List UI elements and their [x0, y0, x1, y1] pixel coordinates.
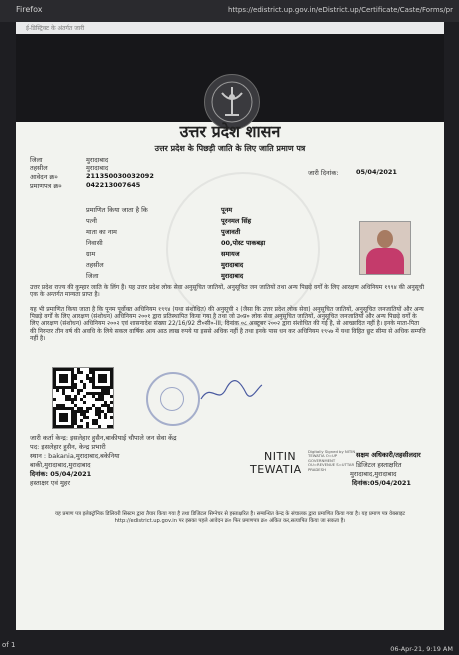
issuing-date: दिनांक: 05/04/2021 — [30, 470, 92, 478]
qr-code — [52, 367, 114, 429]
handwritten-signature — [196, 377, 266, 407]
certification-paragraph-2: यह भी प्रमाणित किया जाता है कि पूनम पूर्वोक्त अधिनियम १९९४ (यथा संशोधित) की अनुसूची २ (जैसा कि उत्तर प्रदेश लोक सेवा) अनुसूचित जातियों, अनुसूचित जनजातियों और अन्य पिछड़े वर्गों के लिए आरक्षण (संशोधन) अधिनियम २००१ द्वारा प्रतिस्थापित किया गया है तथा जो उ०प्र० लोक सेवा अनुसूचित जातियों, अनुसूचित जनजातियों और अन्य पिछड़े वर्गों के लिए आरक्षण (संशोधन) अधिनियम २००२ एवं शासनादेश संख्या 22/16/92 टी०सी०-III, दिनांक ०८ अक्टूबर २००२ द्वारा संशोधित की गई है, से आच्छादित नहीं है। इनके माता-पिता की निरन्तर तीन वर्ष की अवधि के लिये सकल वार्षिक आय आठ लाख रुपये या इससे अधिक नहीं है तथा इनके पास धन कर अधिनियम १९५७ में यथा विहित छूट सीमा से अधिक सम्पत्ति नहीं है। — [30, 306, 426, 342]
page-header-strip — [16, 22, 444, 34]
application-number-label: आवेदन क्र० — [30, 173, 58, 181]
digitally-signed-label: डिजिटल हस्ताक्षरित — [356, 461, 402, 469]
detail-value-mother: पुजावती — [221, 228, 241, 236]
application-number: 211350030032092 — [86, 172, 154, 180]
document-banner — [16, 34, 444, 122]
browser-tab-label[interactable]: Firefox — [16, 5, 43, 14]
page-header-label: ई-डिस्ट्रिक्ट के अंतर्गत जारी — [26, 25, 85, 32]
document-subtitle: उत्तर प्रदेश के पिछड़ी जाति के लिए जाति प्रमाण पत्र — [154, 144, 306, 153]
detail-label-village: ग्राम — [86, 250, 96, 258]
signer-designation: सक्षम अधिकारी/तहसीलदार — [356, 451, 421, 459]
issuing-centre: जारी कर्ता केन्द्र: इसलेहार हुसैन,बाकीयाई चौपाले जन सेवा केंद्र — [30, 434, 177, 442]
verification-footer: यह प्रमाण पत्र इलेक्ट्रॉनिक डिलिवरी सिस्टम द्वारा तैयार किया गया है तथा डिजिटल सिग्नेचर से हस्ताक्षरित है। सम्बन्धित केन्द्र के संचालक द्वारा प्रमाणित किया गया है। यह प्रमाण पत्र वेबसाइट http://edistrict.up.gov.in पर इसका पहले आवेदन क्र० फिर प्रमाणपत्र क्र० अंकित कर,सत्यापित किया जा सकता है। — [54, 511, 406, 524]
tehsil-label: तहसील — [30, 164, 48, 172]
detail-label-mother: माता का नाम — [86, 228, 117, 236]
issuing-place-2: बाकी,मुरादाबाद,मुरादाबाद — [30, 461, 91, 469]
issuing-place: स्थान : bakania,मुरादाबाद,बकेनिया — [30, 452, 120, 460]
office-seal-stamp — [146, 372, 200, 426]
detail-label-tehsil: तहसील — [86, 261, 104, 269]
digital-signature-note: Digitally Signed by NITIN TEWATIA O=UP GOVERNMENT OU=REVENUE S=UTTAR PRADESH — [308, 449, 356, 472]
tehsil-value: मुरादाबाद — [86, 164, 109, 172]
certification-paragraph-1: उत्तर प्रदेश राज्य की कुम्हार जाति के लिंग हैं। यह उत्तर प्रदेश लोक सेवा अनुसूचित जातियों, अनुसूचित जन जातियों तथा अन्य पिछड़े वर्गों के लिए आरक्षण अधिनियम १९९४ की अनुसूची एक के अन्तर्गत मान्यता प्राप्त है। — [30, 284, 425, 299]
browser-title-bar — [0, 0, 459, 22]
applicant-photo — [359, 221, 411, 275]
detail-label-husband: पत्नी — [86, 217, 97, 225]
signer-place: मुरादाबाद,मुरादाबाद — [350, 470, 397, 478]
detail-label-residence: निवासी — [86, 239, 103, 247]
signer-date: दिनांक:05/04/2021 — [352, 479, 411, 487]
address-bar-url[interactable]: https://edistrict.up.gov.in/eDistrict.up/Certificate/Caste/Forms/pr — [227, 6, 453, 14]
issuing-officer-post: पद: इसलेहार हुसैन, केन्द्र प्रभारी — [30, 443, 106, 451]
detail-value-district: मुरादाबाद — [221, 272, 244, 280]
details-intro: प्रमाणित किया जाता है कि — [86, 206, 148, 214]
signer-first-name: NITIN — [264, 450, 297, 463]
detail-value-husband: पूरनमल सिंह — [221, 217, 252, 225]
certificate-number-label: प्रमाणपत्र क्र० — [30, 182, 62, 190]
signature-seal-label: हस्ताक्षर एवं मुहर — [30, 479, 71, 487]
detail-value-village: समायज — [221, 250, 240, 258]
signer-last-name: TEWATIA — [250, 463, 302, 476]
detail-value-tehsil: मुरादाबाद — [221, 261, 244, 269]
district-value: मुरादाबाद — [86, 156, 109, 164]
certificate-page — [16, 22, 444, 630]
issue-date: 05/04/2021 — [356, 168, 397, 176]
district-label: जिला — [30, 156, 43, 164]
detail-label-district: जिला — [86, 272, 99, 280]
detail-value-name: पूनम — [221, 206, 233, 214]
certificate-number: 042213007645 — [86, 181, 141, 189]
issue-date-label: जारी दिनांक: — [308, 169, 339, 177]
page-indicator: of 1 — [2, 641, 16, 649]
detail-value-residence: 00,पोस्ट पाकबड़ा — [221, 239, 266, 247]
screenshot-timestamp: 06-Apr-21, 9:19 AM — [390, 645, 453, 653]
watermark-emblem — [166, 172, 320, 326]
document-title: उत्तर प्रदेश शासन — [179, 122, 281, 141]
